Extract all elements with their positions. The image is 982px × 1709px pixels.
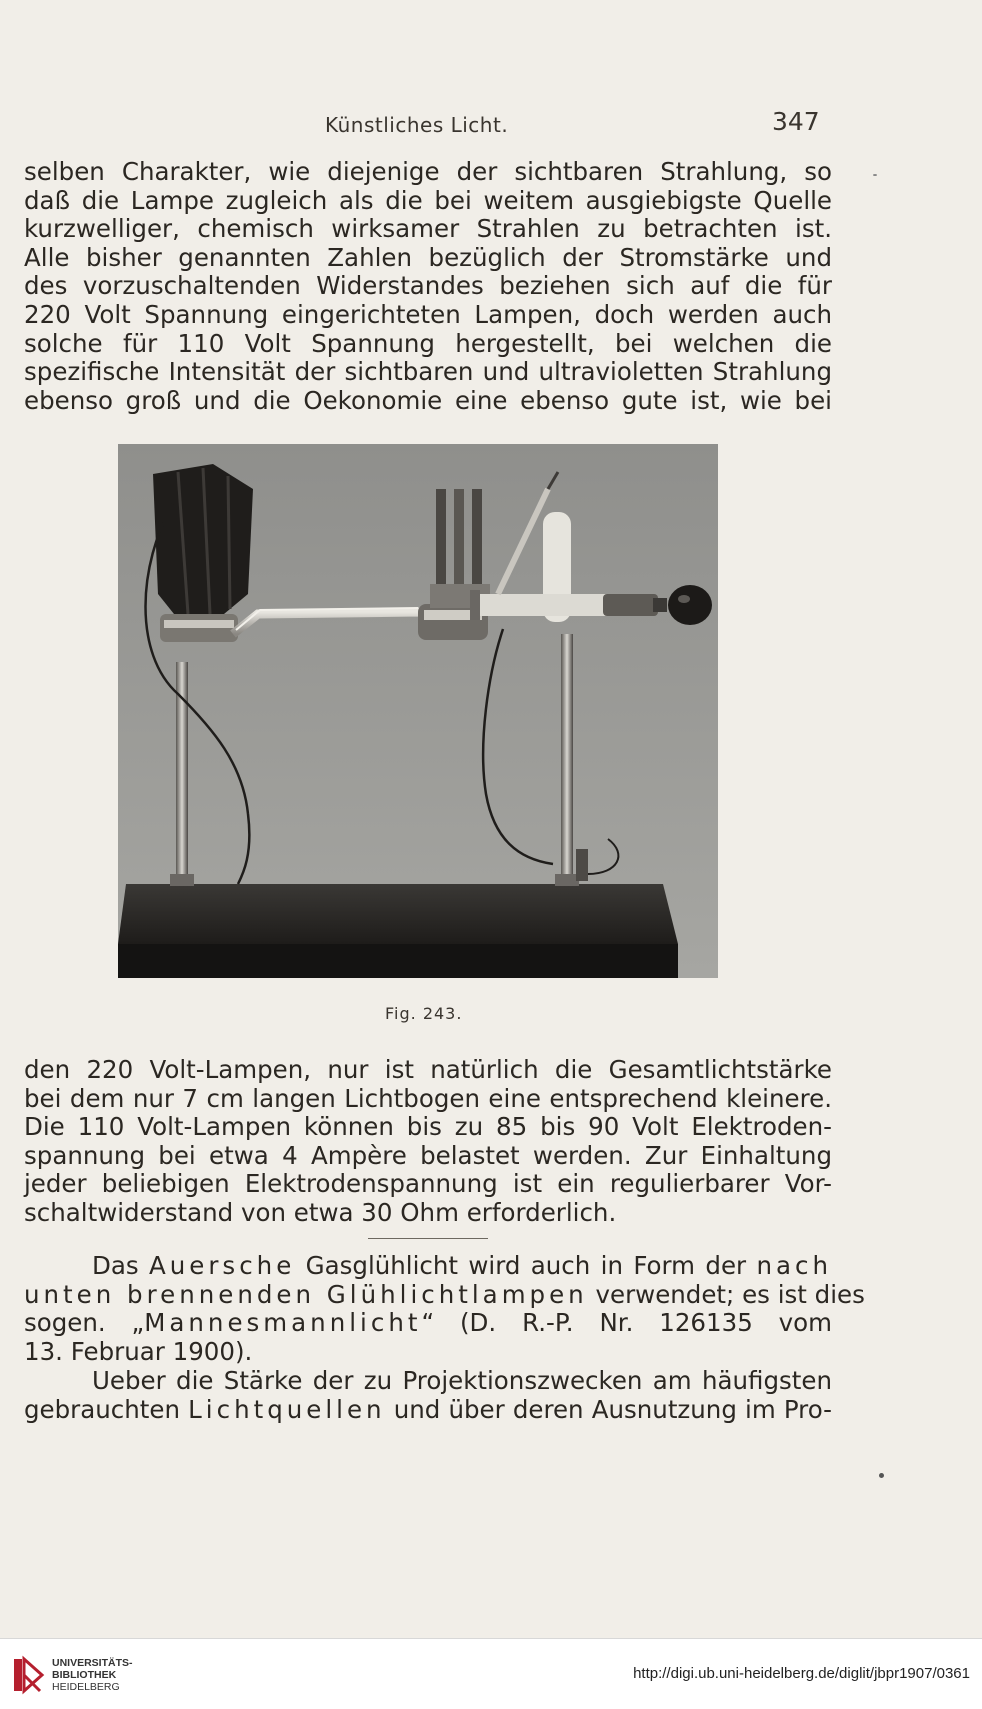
text-fragment: verwendet; es ist dies [587,1279,865,1309]
logo-line: UNIVERSITÄTS- [52,1657,133,1669]
running-head: Künstliches Licht. [325,113,509,137]
section-divider [368,1238,488,1239]
text-fragment: Gasglühlicht wird auch in Form der [295,1251,757,1280]
spaced-text: nach [756,1251,832,1280]
spaced-text: Lichtquellen [188,1394,386,1424]
text-line: 220 Volt Spannung eingerichteten Lampen, doch werden auch [24,299,832,329]
paragraph-4 [24,1367,832,1424]
text-line: bei dem nur 7 cm langen Lichtbogen eine entsprechend kleinere. [24,1083,832,1113]
text-line: jeder beliebigen Elektrodenspannung ist ein regulierbarer Vor- [24,1169,832,1199]
spaced-name-auersche: Auersche [149,1251,296,1280]
text-fragment: sogen. „ [24,1308,145,1338]
text-line: ebenso groß und die Oekonomie eine ebenso gute ist, wie bei [24,385,832,415]
spaced-name-mannesmannlicht: Mannesmannlicht [144,1308,422,1338]
library-logo-icon [10,1655,46,1695]
permalink-url[interactable]: http://digi.ub.uni-heidelberg.de/diglit/jbpr1907/0361 [633,1665,970,1682]
paragraph-2 [24,1056,832,1228]
paragraph-3 [24,1251,865,1366]
text-fragment: Das [92,1251,149,1280]
figure-caption: Fig. 243. [385,1004,463,1023]
text-line: spannung bei etwa 4 Ampère belastet werden. Zur Einhaltung [24,1140,832,1170]
figure-photograph-arc-lamp [118,444,718,978]
logo-line: HEIDELBERG [52,1681,120,1693]
text-line: spezifische Intensität der sichtbaren und ultravioletten Strahlung [24,357,832,387]
library-footer [0,1638,982,1709]
library-name [52,1657,133,1693]
page-number: 347 [772,107,820,136]
text-line: den 220 Volt-Lampen, nur ist natürlich die Gesamtlichtstärke [24,1055,832,1084]
text-line: schaltwiderstand von etwa 30 Ohm erforderlich. [24,1197,617,1227]
text-line: 13. Februar 1900). [24,1336,253,1366]
text-line: selben Charakter, wie diejenige der sichtbaren Strahlung, so [24,157,832,186]
logo-line: BIBLIOTHEK [52,1669,117,1681]
page-header [0,107,982,143]
scan-speck [873,174,877,176]
text-line: Die 110 Volt-Lampen können bis zu 85 bis 90 Volt Elektroden- [24,1112,832,1142]
paragraph-1 [24,158,832,415]
text-line [24,1279,865,1310]
text-line: des vorzuschaltenden Widerstandes beziehen sich auf die für [24,271,832,301]
text-fragment: und über deren Ausnutzung im Pro- [385,1394,832,1424]
spaced-text: unten brennenden Glühlichtlampen [24,1279,588,1309]
text-line: kurzwelliger, chemisch wirksamer Strahlen zu betrachten ist. [24,214,832,244]
text-line: solche für 110 Volt Spannung hergestellt, bei welchen die [24,328,832,358]
text-line: daß die Lampe zugleich als die bei weitem ausgiebigste Quelle [24,185,832,215]
text-fragment: “ (D. R.-P. Nr. 126135 vom [421,1308,832,1338]
text-line: Ueber die Stärke der zu Projektionszwecken am häufigsten [92,1366,832,1395]
scan-speck [879,1473,884,1478]
text-line: Alle bisher genannten Zahlen bezüglich der Stromstärke und [24,242,832,272]
text-line [24,1252,832,1281]
text-fragment: gebrauchten [24,1394,189,1424]
text-line [24,1396,832,1425]
arc-lamp-photo [118,444,718,978]
text-line [24,1309,832,1338]
